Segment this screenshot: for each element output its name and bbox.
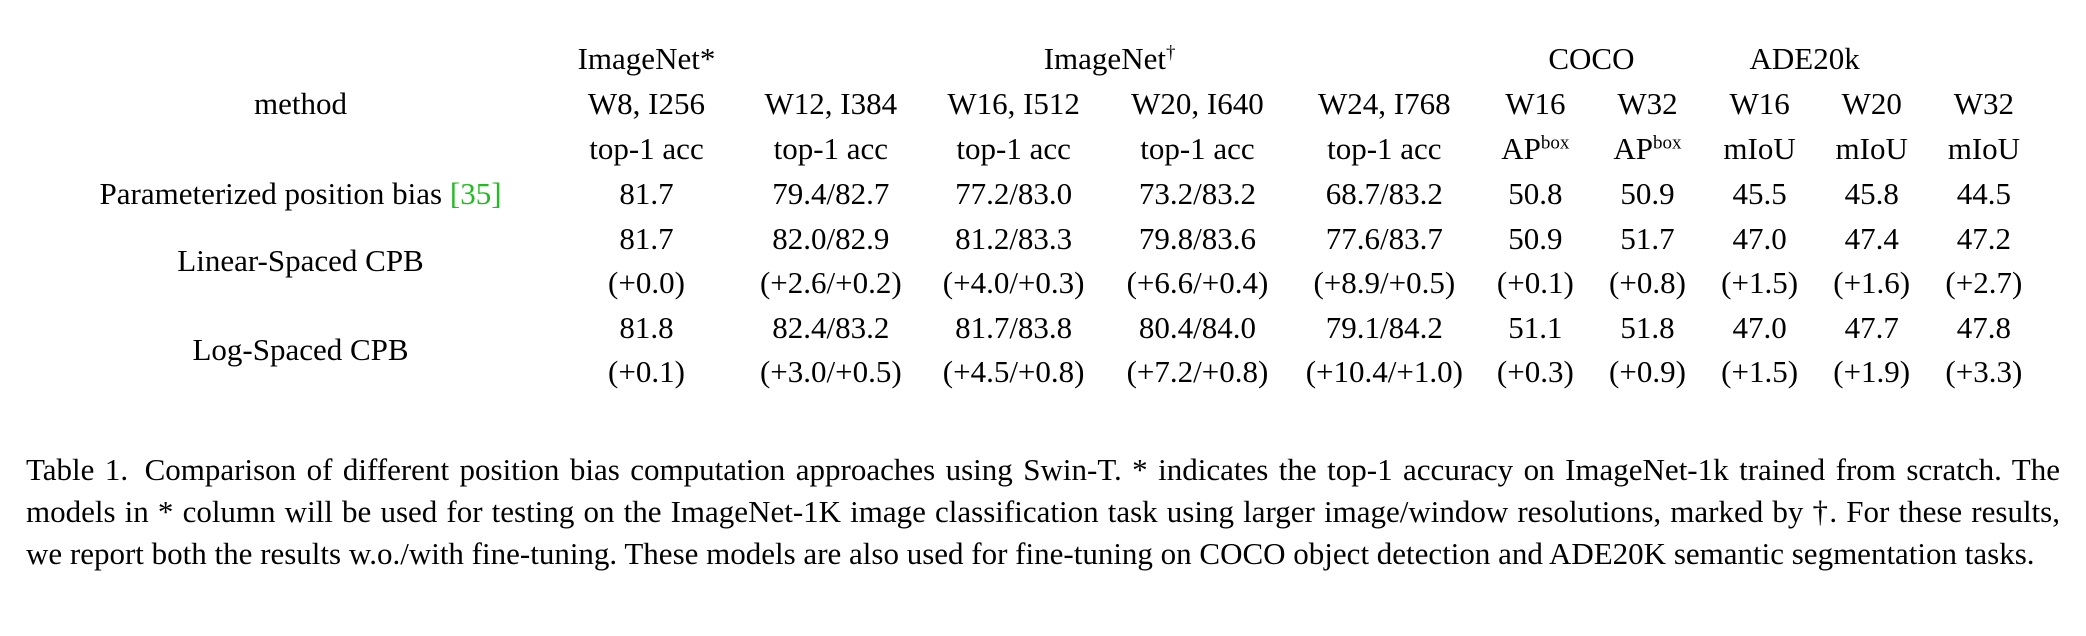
delta-cell (1704, 261, 1816, 305)
cell-value: 47.0 (1732, 309, 1787, 345)
caption-label: Table 1. (26, 452, 129, 487)
delta-cell (1591, 261, 1703, 305)
cell-value: 50.9 (1620, 175, 1675, 211)
config-label: W32 (1953, 85, 2014, 121)
cell-value: 82.0/82.9 (772, 220, 890, 256)
cell-value: 50.8 (1508, 175, 1563, 211)
delta-cell (553, 350, 740, 394)
table-cell (1704, 171, 1816, 216)
results-table-figure (48, 36, 2040, 394)
delta-value: (+1.6) (1833, 265, 1911, 301)
cell-value: 81.8 (619, 309, 674, 345)
metric-label: AP (1613, 130, 1654, 166)
method-label: Log-Spaced CPB (192, 331, 409, 367)
column-config (1106, 81, 1290, 126)
table-row (48, 216, 2040, 261)
delta-cell (1106, 350, 1290, 394)
group-header-coco (1479, 36, 1703, 81)
delta-cell (740, 261, 922, 305)
metric-label: mIoU (1723, 130, 1796, 166)
table-cell (740, 305, 922, 350)
cell-value: 77.6/83.7 (1325, 220, 1443, 256)
config-label: W16 (1729, 85, 1790, 121)
metric-sup: box (1653, 132, 1682, 154)
delta-value: (+0.1) (1496, 265, 1574, 301)
delta-cell (1479, 261, 1591, 305)
cell-value: 80.4/84.0 (1138, 309, 1257, 345)
group-label: ADE20k (1749, 40, 1860, 76)
method-header-label: method (254, 85, 348, 121)
group-label: COCO (1548, 40, 1635, 76)
group-label: ImageNet* (577, 40, 716, 76)
table-cell (1816, 216, 1928, 261)
column-metric (740, 126, 922, 171)
config-label: W8, I256 (587, 85, 706, 121)
delta-cell (740, 350, 922, 394)
table-cell (1591, 305, 1703, 350)
table-row (48, 171, 2040, 216)
delta-value: (+1.5) (1721, 354, 1799, 390)
table-cell (1928, 171, 2040, 216)
table-cell (1704, 216, 1816, 261)
cell-value: 47.7 (1844, 309, 1899, 345)
delta-value: (+4.5/+0.8) (942, 354, 1085, 390)
config-label: W16, I512 (947, 85, 1080, 121)
delta-cell (922, 261, 1106, 305)
delta-value: (+2.7) (1945, 265, 2023, 301)
row-method (48, 171, 553, 216)
cell-value: 45.8 (1844, 175, 1899, 211)
metric-label: AP (1501, 130, 1541, 166)
table-cell (1591, 216, 1703, 261)
table-cell (1289, 216, 1479, 261)
header-group-row (48, 36, 2040, 81)
column-config (1928, 81, 2040, 126)
column-metric (1289, 126, 1479, 171)
delta-cell (1289, 350, 1479, 394)
delta-value: (+0.0) (608, 265, 685, 301)
table-cell (1479, 305, 1591, 350)
cell-value: 47.4 (1844, 220, 1899, 256)
delta-cell (1479, 350, 1591, 394)
cell-value: 50.9 (1508, 220, 1563, 256)
delta-value: (+1.5) (1721, 265, 1799, 301)
config-label: W20 (1841, 85, 1902, 121)
table-cell (1704, 305, 1816, 350)
delta-cell (1704, 350, 1816, 394)
config-label: W32 (1617, 85, 1678, 121)
table-cell (1106, 216, 1290, 261)
cell-value: 51.7 (1620, 220, 1675, 256)
table-cell (740, 171, 922, 216)
delta-cell (1816, 261, 1928, 305)
group-label: ImageNet (1043, 40, 1166, 76)
delta-value: (+3.0/+0.5) (759, 354, 902, 390)
table-cell (740, 216, 922, 261)
table-row (48, 305, 2040, 350)
table-cell (1816, 171, 1928, 216)
column-config (922, 81, 1106, 126)
results-table (48, 36, 2040, 394)
delta-cell (1106, 261, 1290, 305)
group-header-ade20k (1704, 36, 2040, 81)
delta-value: (+8.9/+0.5) (1313, 265, 1456, 301)
cell-value: 51.8 (1620, 309, 1675, 345)
delta-value: (+3.3) (1945, 354, 2023, 390)
table-cell (1289, 171, 1479, 216)
delta-cell (1928, 350, 2040, 394)
delta-value: (+2.6/+0.2) (759, 265, 902, 301)
metric-sup: box (1540, 132, 1570, 154)
delta-value: (+0.1) (608, 354, 685, 390)
config-label: W16 (1505, 85, 1566, 121)
delta-cell (553, 261, 740, 305)
delta-cell (1289, 261, 1479, 305)
column-config (553, 81, 740, 126)
column-metric (1928, 126, 2040, 171)
row-method (48, 305, 553, 394)
column-config (1289, 81, 1479, 126)
table-cell (1928, 305, 2040, 350)
cell-value: 68.7/83.2 (1325, 175, 1443, 211)
metric-label: top-1 acc (1140, 130, 1255, 166)
delta-value: (+7.2/+0.8) (1126, 354, 1269, 390)
cell-value: 81.7 (619, 220, 674, 256)
cell-value: 79.1/84.2 (1325, 309, 1443, 345)
table-cell (1479, 171, 1591, 216)
config-label: W12, I384 (764, 85, 898, 121)
caption-text: Comparison of different position bias computation approaches using Swin-T. * indicates the top-1 accuracy on ImageNet-1k trained from scratch. The models in * column will be used for testing on the ImageNet-1K image classification task using larger image/window resolutions, marked by †. For these results, we report both the results w.o./with fine-tuning. These models are also used for fine-tuning on COCO object detection and ADE20K semantic segmentation tasks. (26, 452, 2060, 571)
cell-value: 47.2 (1956, 220, 2011, 256)
cell-value: 79.8/83.6 (1138, 220, 1257, 256)
metric-label: mIoU (1835, 130, 1908, 166)
column-metric (1591, 126, 1703, 171)
table-cell (553, 171, 740, 216)
delta-cell (1816, 350, 1928, 394)
table-cell (922, 171, 1106, 216)
column-metric (1106, 126, 1290, 171)
delta-value: (+0.3) (1496, 354, 1574, 390)
metric-label: top-1 acc (773, 130, 889, 166)
metric-label: mIoU (1947, 130, 2021, 166)
cell-value: 47.0 (1732, 220, 1787, 256)
method-label: Parameterized position bias (99, 175, 443, 211)
column-config (740, 81, 922, 126)
table-cell (553, 305, 740, 350)
metric-label: top-1 acc (589, 130, 704, 166)
table-cell (1106, 171, 1290, 216)
column-metric (553, 126, 740, 171)
cell-value: 45.5 (1732, 175, 1787, 211)
table-cell (1289, 305, 1479, 350)
cell-value: 77.2/83.0 (955, 175, 1073, 211)
cell-value: 79.4/82.7 (772, 175, 890, 211)
delta-cell (1928, 261, 2040, 305)
cell-value: 73.2/83.2 (1138, 175, 1257, 211)
cell-value: 82.4/83.2 (772, 309, 890, 345)
delta-value: (+0.8) (1609, 265, 1686, 301)
column-config (1591, 81, 1703, 126)
group-header-imagenet-star (553, 36, 740, 81)
cell-value: 81.2/83.3 (955, 220, 1073, 256)
delta-value: (+10.4/+1.0) (1305, 354, 1463, 390)
group-sup: † (1165, 42, 1176, 64)
table-cell (1816, 305, 1928, 350)
delta-cell (1591, 350, 1703, 394)
column-metric (1704, 126, 1816, 171)
config-label: W24, I768 (1318, 85, 1451, 121)
cell-value: 44.5 (1956, 175, 2011, 211)
group-header-imagenet-dagger (740, 36, 1479, 81)
delta-value: (+4.0/+0.3) (942, 265, 1085, 301)
cell-value: 81.7/83.8 (955, 309, 1073, 345)
metric-label: top-1 acc (956, 130, 1071, 166)
method-header (48, 36, 553, 171)
citation-link[interactable]: [35] (449, 175, 502, 211)
row-method (48, 216, 553, 305)
delta-value: (+0.9) (1609, 354, 1686, 390)
table-caption (26, 449, 2060, 575)
table-cell (553, 216, 740, 261)
column-metric (1816, 126, 1928, 171)
delta-cell (922, 350, 1106, 394)
cell-value: 51.1 (1508, 309, 1563, 345)
config-label: W20, I640 (1131, 85, 1264, 121)
column-metric (1479, 126, 1591, 171)
delta-value: (+1.9) (1833, 354, 1911, 390)
table-cell (1479, 216, 1591, 261)
cell-value: 47.8 (1956, 309, 2011, 345)
delta-value: (+6.6/+0.4) (1126, 265, 1269, 301)
method-label: Linear-Spaced CPB (177, 242, 424, 278)
column-config (1479, 81, 1591, 126)
column-metric (922, 126, 1106, 171)
table-cell (1928, 216, 2040, 261)
table-cell (922, 216, 1106, 261)
column-config (1704, 81, 1816, 126)
metric-label: top-1 acc (1327, 130, 1442, 166)
column-config (1816, 81, 1928, 126)
table-cell (1591, 171, 1703, 216)
cell-value: 81.7 (619, 175, 674, 211)
table-cell (922, 305, 1106, 350)
table-cell (1106, 305, 1290, 350)
